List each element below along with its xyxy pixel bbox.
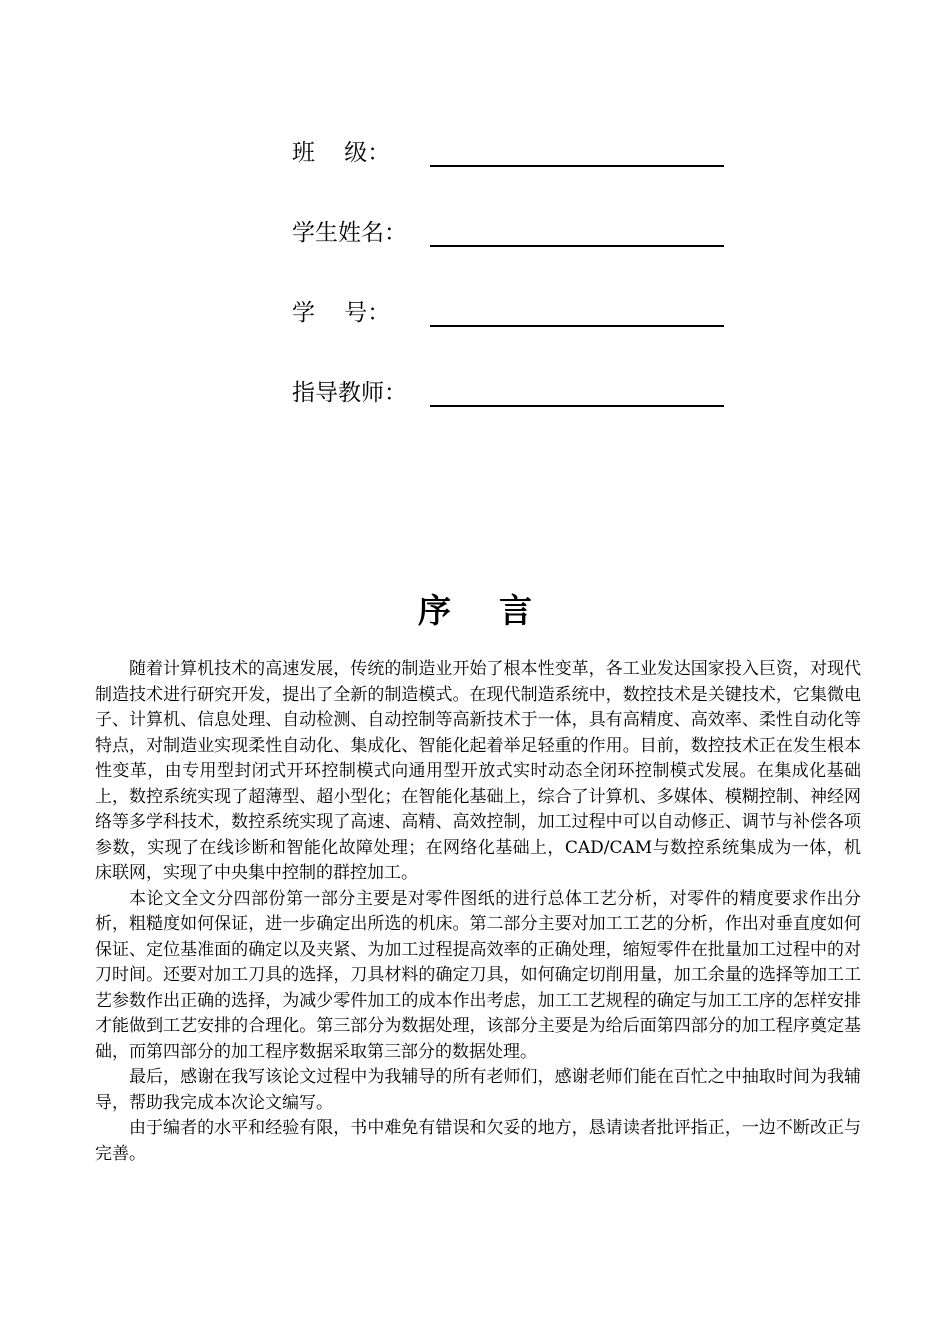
- preface-paragraph-3: 最后，感谢在我写该论文过程中为我辅导的所有老师们，感谢老师们能在百忙之中抽取时间为我辅导，帮助我完成本次论文编写。: [95, 1067, 861, 1113]
- advisor-blank-line: [430, 405, 724, 407]
- student-name-blank-line: [430, 245, 724, 247]
- class-blank-line: [430, 165, 724, 167]
- preface-paragraph-1: 随着计算机技术的高速发展，传统的制造业开始了根本性变革，各工业发达国家投入巨资，对现代制造技术进行研究开发，提出了全新的制造模式。在现代制造系统中，数控技术是关键技术，它集微电子、计算机、信息处理、自动检测、自动控制等高新技术于一体，具有高精度、高效率、柔性自动化等特点，对制造业实现柔性自动化、集成化、智能化起着举足轻重的作用。目前，数控技术正在发生根本性变革，由专用型封闭式开环控制模式向通用型开放式实时动态全闭环控制模式发展。在集成化基础上，数控系统实现了超薄型、超小型化；在智能化基础上，综合了计算机、多媒体、模糊控制、神经网络等多学科技术，数控系统实现了高速、高精、高效控制，加工过程中可以自动修正、调节与补偿各项参数，实现了在线诊断和智能化故障处理；在网络化基础上，CAD/CAM与数控系统集成为一体，机床联网，实现了中央集中控制的群控加工。: [95, 659, 861, 883]
- class-label: 班 级：: [292, 140, 391, 166]
- student-name-row: [292, 213, 732, 253]
- preface-body: [95, 657, 861, 1167]
- preface-title: 序言: [418, 591, 580, 630]
- preface-paragraph-2: 本论文全文分四部份第一部分主要是对零件图纸的进行总体工艺分析，对零件的精度要求作出分析，粗糙度如何保证，进一步确定出所选的机床。第二部分主要对加工工艺的分析，作出对垂直度如何保证、定位基准面的确定以及夹紧、为加工过程提高效率的正确处理，缩短零件在批量加工过程中的对刀时间。还要对加工刀具的选择，刀具材料的确定刀具，如何确定切削用量，加工余量的选择等加工工艺参数作出正确的选择，为减少零件加工的成本作出考虑，加工工艺规程的确定与加工工序的怎样安排才能做到工艺安排的合理化。第三部分为数据处理，该部分主要是为给后面第四部分的加工程序奠定基础，而第四部分的加工程序数据采取第三部分的数据处理。: [95, 888, 861, 1062]
- student-name-label: 学生姓名：: [292, 220, 407, 246]
- preface-paragraph-4: 由于编者的水平和经验有限，书中难免有错误和欠妥的地方，恳请读者批评指正，一边不断改正与完善。: [95, 1118, 861, 1164]
- student-id-label: 学 号：: [292, 300, 391, 326]
- class-row: [292, 133, 732, 173]
- cover-info-form: [292, 133, 732, 453]
- student-id-row: [292, 293, 732, 333]
- advisor-row: [292, 373, 732, 413]
- advisor-label: 指导教师：: [292, 380, 407, 406]
- student-id-blank-line: [430, 325, 724, 327]
